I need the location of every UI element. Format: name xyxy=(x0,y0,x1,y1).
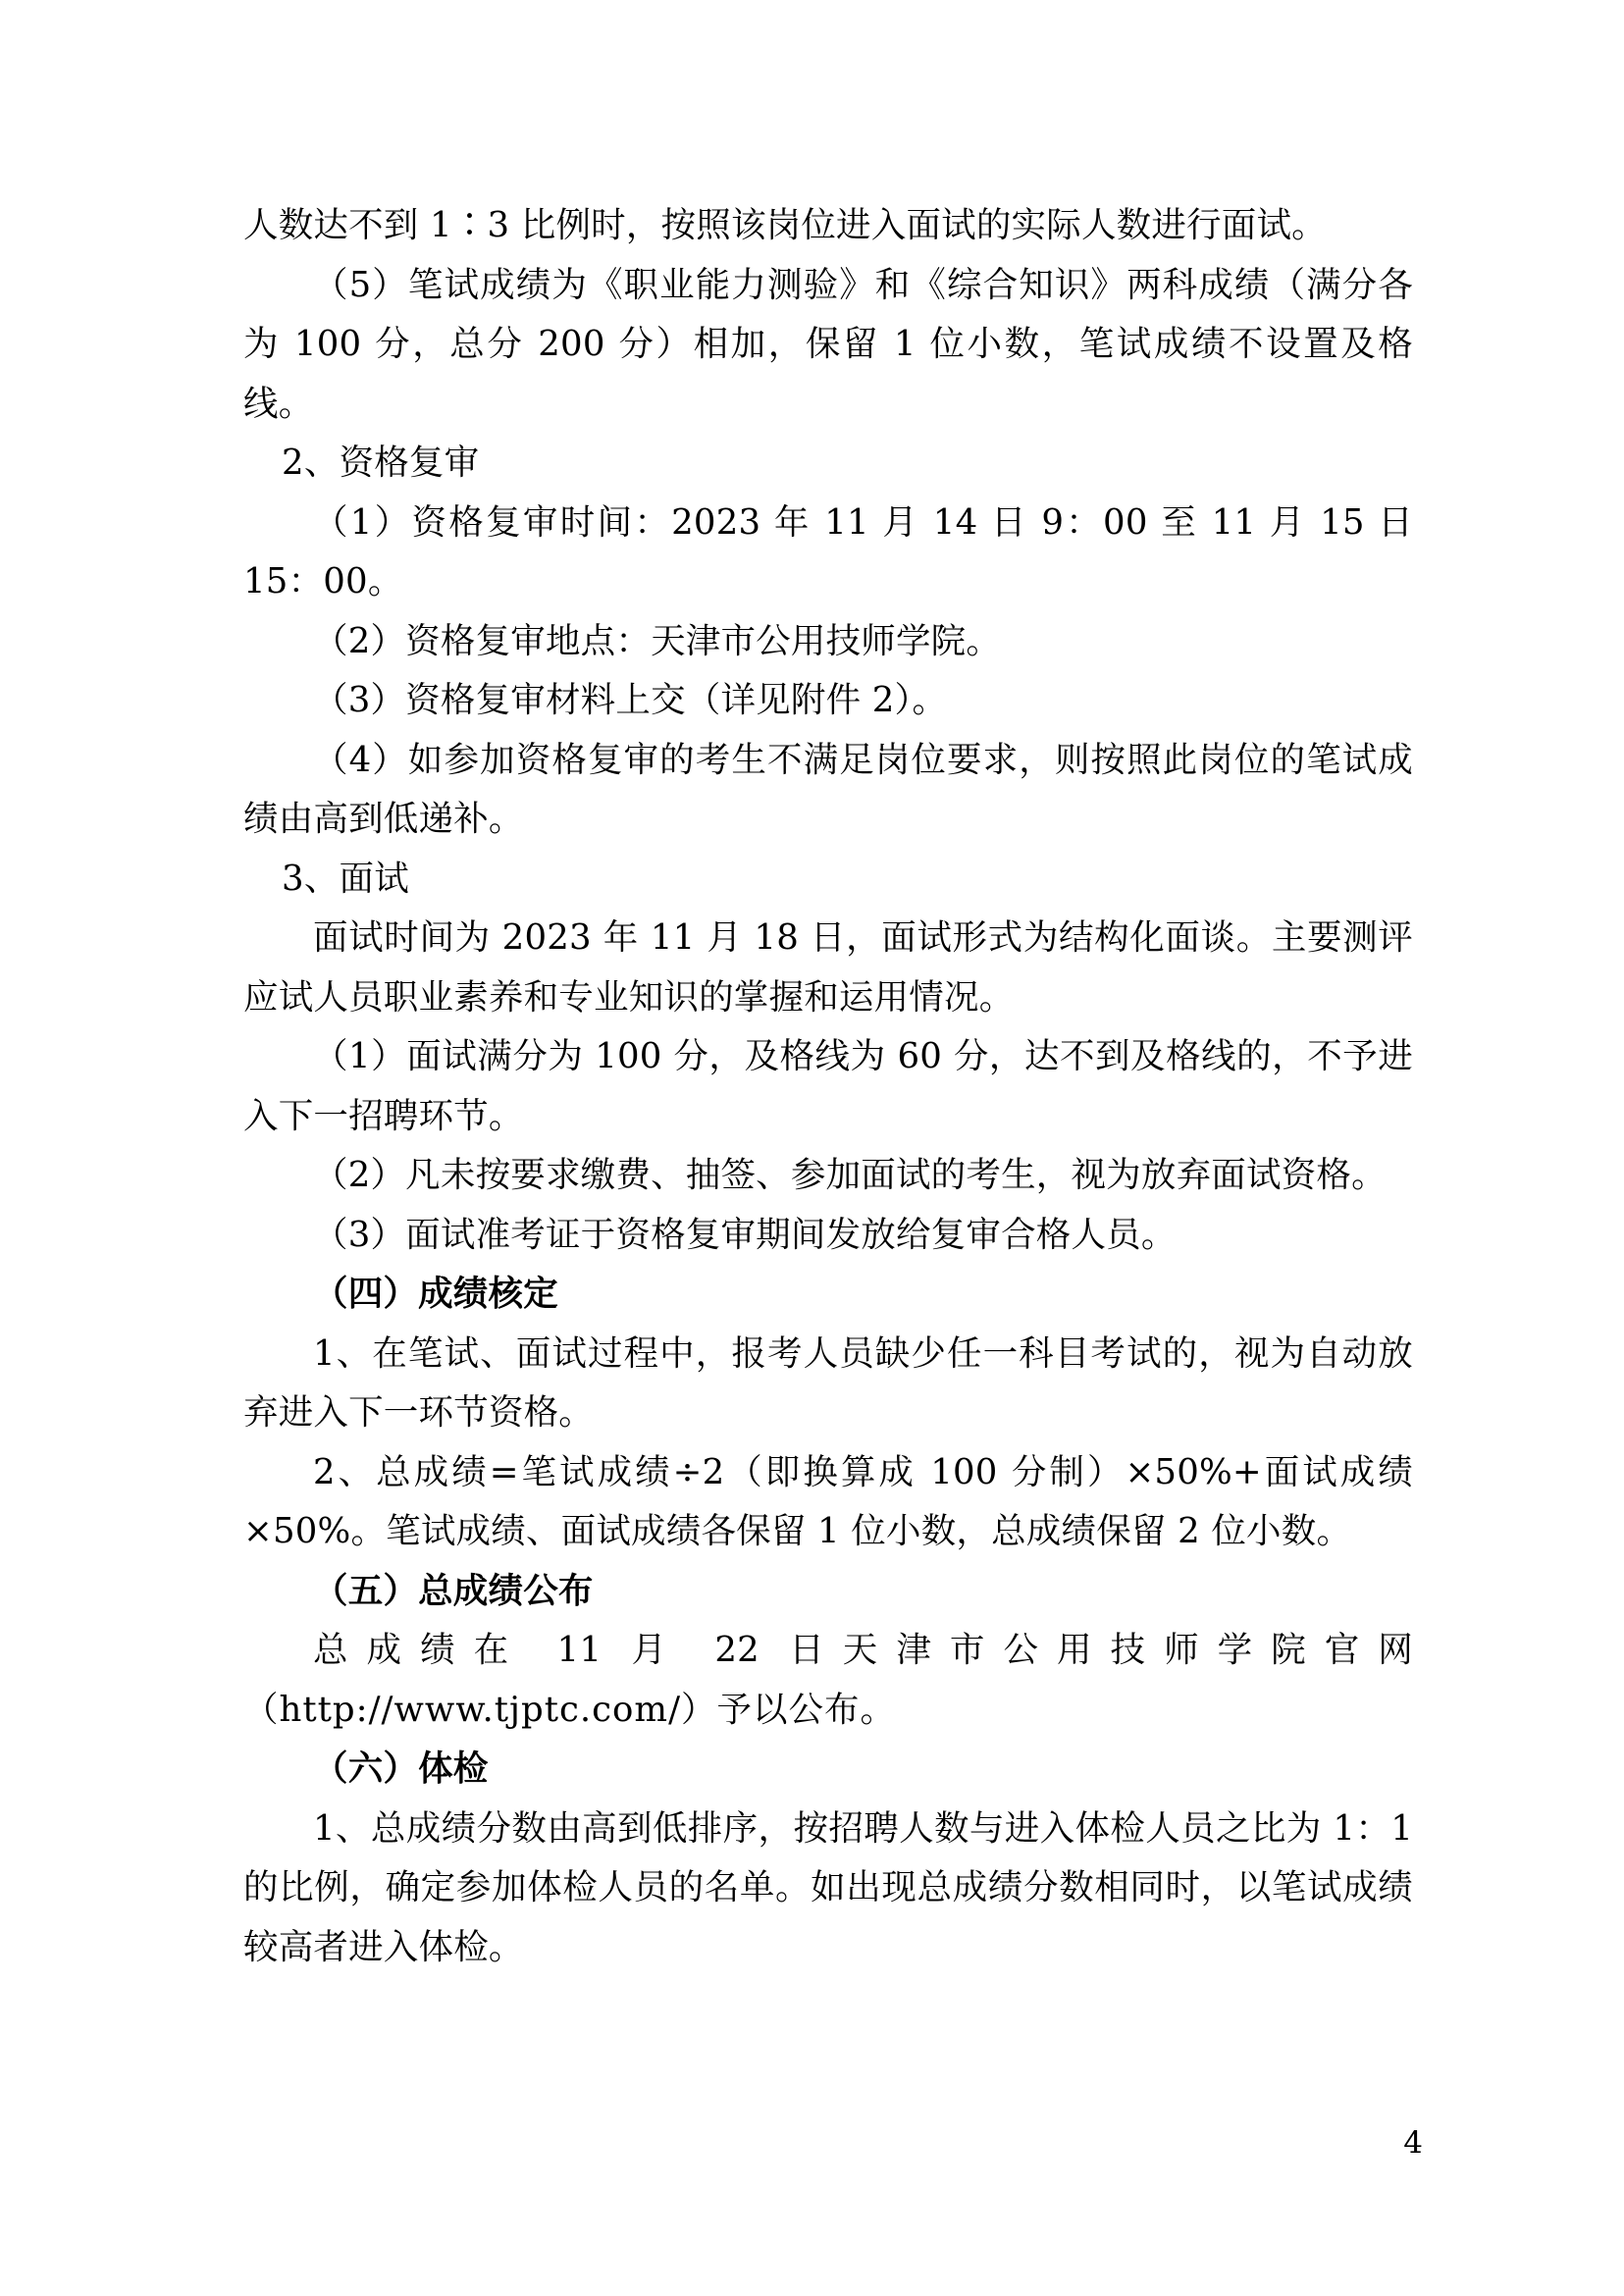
heading-score-verification: （四）成绩核定 xyxy=(313,1274,558,1314)
paragraph-review-materials: （3）资格复审材料上交（详见附件 2）。 xyxy=(313,680,948,720)
paragraph-interview-forfeit: （2）凡未按要求缴费、抽签、参加面试的考生，视为放弃面试资格。 xyxy=(313,1155,1387,1195)
heading-interview: 3、面试 xyxy=(282,858,409,899)
paragraph-review-time: （1）资格复审时间：2023 年 11 月 14 日 9：00 至 11 月 15 日 15：00。 xyxy=(243,501,1413,601)
paragraph-publication-line1: 总成绩在 11 月 22 日天津市公用技师学院官网 xyxy=(313,1630,1413,1670)
document-body xyxy=(243,196,1413,1977)
paragraph-review-location: （2）资格复审地点：天津市公用技师学院。 xyxy=(313,620,1002,661)
paragraph-interview-admission-ticket: （3）面试准考证于资格复审期间发放给复审合格人员。 xyxy=(313,1214,1177,1255)
paragraph-continuation: 人数达不到 1∶3 比例时，按照该岗位进入面试的实际人数进行面试。 xyxy=(243,205,1327,245)
heading-total-score-publication: （五）总成绩公布 xyxy=(313,1570,594,1611)
paragraph-total-score-formula: 2、总成绩=笔试成绩÷2（即换算成 100 分制）×50%+面试成绩×50%。笔试成绩、面试成绩各保留 1 位小数，总成绩保留 2 位小数。 xyxy=(243,1451,1413,1551)
heading-qualification-review: 2、资格复审 xyxy=(282,443,480,483)
page-number: 4 xyxy=(1403,2125,1423,2161)
paragraph-review-replacement: （4）如参加资格复审的考生不满足岗位要求，则按照此岗位的笔试成绩由高到低递补。 xyxy=(243,739,1413,839)
paragraph-missing-subject: 1、在笔试、面试过程中，报考人员缺少任一科目考试的，视为自动放弃进入下一环节资格。 xyxy=(243,1332,1413,1433)
paragraph-publication-url: （http://www.tjptc.com/）予以公布。 xyxy=(243,1689,897,1730)
heading-physical-examination: （六）体检 xyxy=(313,1748,489,1789)
paragraph-interview-score: （1）面试满分为 100 分，及格线为 60 分，达不到及格线的，不予进入下一招聘环节。 xyxy=(243,1036,1413,1136)
paragraph-physical-exam-ratio: 1、总成绩分数由高到低排序，按招聘人数与进入体检人员之比为 1：1 的比例，确定参加体检人员的名单。如出现总成绩分数相同时，以笔试成绩较高者进入体检。 xyxy=(243,1807,1413,1967)
paragraph-written-exam-score: （5）笔试成绩为《职业能力测验》和《综合知识》两科成绩（满分各为 100 分，总分 200 分）相加，保留 1 位小数，笔试成绩不设置及格线。 xyxy=(243,264,1413,424)
paragraph-interview-time: 面试时间为 2023 年 11 月 18 日，面试形式为结构化面谈。主要测评应试人员职业素养和专业知识的掌握和运用情况。 xyxy=(243,917,1413,1018)
